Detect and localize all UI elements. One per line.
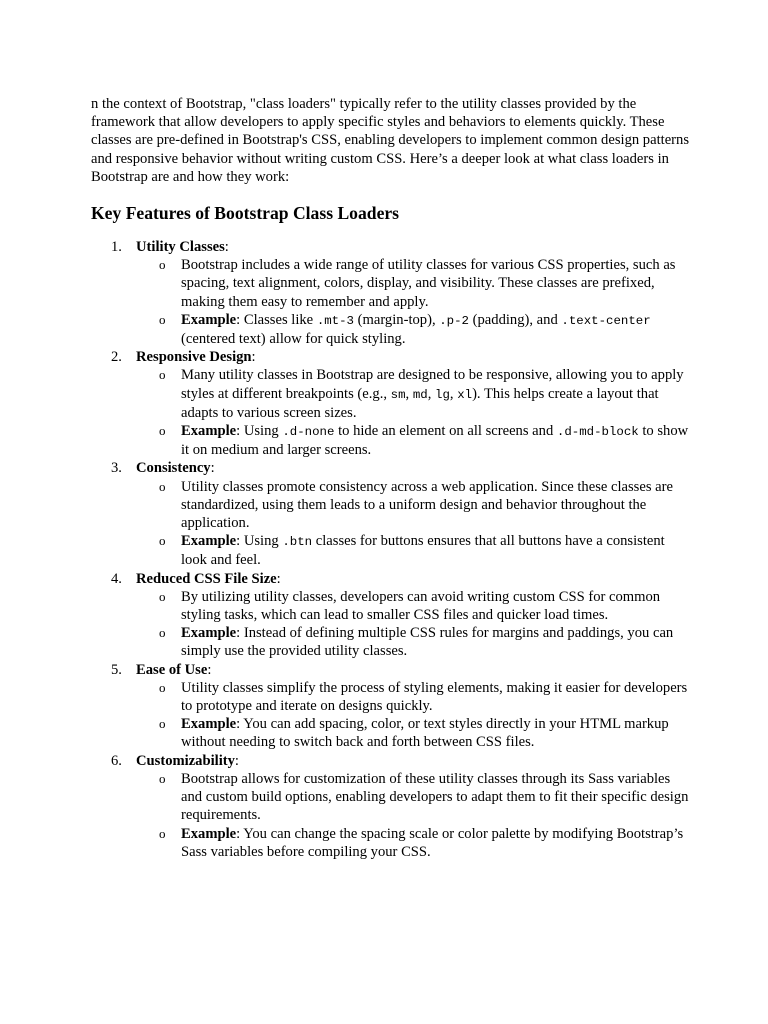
feature-description (136, 256, 691, 311)
example-label: Example (181, 533, 237, 550)
bullet-marker: o (159, 478, 166, 494)
example-text: : You can add spacing, color, or text styles directly in your HTML markup without needing to switch back and forth between CSS files. (181, 716, 669, 751)
document-page (91, 95, 691, 860)
bullet-marker: o (159, 311, 166, 327)
feature-title-colon: : (234, 752, 239, 769)
bullet-marker: o (159, 257, 166, 273)
bullet-marker: o (159, 367, 166, 383)
feature-description (136, 478, 691, 533)
feature-details (136, 679, 691, 752)
example-text: : Using (236, 533, 283, 550)
description-text: , (427, 385, 436, 402)
description-text: , (405, 385, 413, 402)
features-list (91, 238, 691, 861)
bullet-marker: o (159, 716, 166, 732)
bullet-marker: o (159, 533, 166, 549)
code-snippet: .p-2 (439, 313, 469, 328)
feature-details (136, 256, 691, 348)
feature-item-reduced-css-file-size (91, 570, 691, 661)
example-text: (margin-top), (354, 311, 440, 328)
feature-description (136, 588, 691, 624)
feature-description (136, 679, 691, 715)
feature-example (136, 825, 691, 861)
intro-paragraph: n the context of Bootstrap, "class loaders" typically refer to the utility classes provided by the framework that allow developers to apply specific styles and behaviors to elements quickly. These classes are pre-defined in Bootstrap's CSS, enabling developers to implement common design patterns and responsive behavior without writing custom CSS. Here’s a deeper look at what class loaders in Bootstrap are and how they work: (91, 96, 690, 185)
feature-title-colon: : (224, 239, 229, 255)
code-snippet: lg (435, 387, 450, 402)
feature-title: Utility Classes (136, 239, 225, 255)
description-text: Bootstrap allows for customization of these utility classes through its Sass variables and custom build options, enabling developers to adapt them to fit their specific design requirements. (181, 770, 689, 824)
code-snippet: md (412, 387, 428, 402)
bullet-marker: o (159, 588, 166, 604)
feature-number: 6. (111, 752, 122, 769)
code-snippet: .mt-3 (316, 313, 354, 328)
example-label: Example (181, 423, 237, 440)
feature-number: 1. (111, 239, 122, 255)
example-text: : Classes like (236, 311, 317, 328)
description-text: By utilizing utility classes, developers can avoid writing custom CSS for common styling tasks, which can lead to smaller CSS files and quicker load times. (181, 588, 661, 624)
feature-example (136, 532, 691, 569)
example-text: (padding), and (469, 311, 562, 328)
feature-item-utility-classes (91, 238, 691, 348)
bullet-marker: o (159, 679, 166, 695)
example-text: : Using (236, 423, 283, 440)
example-text: to hide an element on all screens and (334, 423, 557, 440)
feature-item-responsive-design (91, 348, 691, 459)
feature-title-colon: : (207, 661, 212, 678)
bullet-marker: o (159, 825, 166, 841)
description-text: Utility classes promote consistency across a web application. Since these classes are standardized, using them leads to a uniform design and behavior throughout the application. (181, 478, 673, 532)
feature-details (136, 478, 691, 570)
section-heading: Key Features of Bootstrap Class Loaders (91, 203, 400, 223)
example-text: (centered text) allow for quick styling. (181, 331, 406, 348)
example-text: : Instead of defining multiple CSS rules for margins and paddings, you can simply use the provided utility classes. (181, 625, 674, 660)
feature-title: Ease of Use (136, 661, 208, 678)
description-text: , (449, 385, 458, 402)
feature-title-colon: : (210, 460, 215, 477)
feature-details (136, 588, 691, 661)
feature-title: Responsive Design (136, 349, 252, 366)
feature-description (136, 366, 691, 422)
description-text: Utility classes simplify the process of styling elements, making it easier for developers to prototype and iterate on designs quickly. (181, 679, 688, 715)
feature-number: 3. (111, 460, 122, 477)
example-text: : You can change the spacing scale or color palette by modifying Bootstrap’s Sass variables before compiling your CSS. (181, 825, 684, 860)
feature-number: 4. (111, 570, 122, 587)
feature-title: Customizability (136, 752, 235, 769)
feature-details (136, 366, 691, 459)
feature-number: 2. (111, 349, 122, 366)
description-text: ). This helps create a layout that adapts to various screen sizes. (181, 385, 659, 421)
code-snippet: .d-none (282, 425, 335, 440)
bullet-marker: o (159, 423, 166, 439)
feature-example (136, 624, 691, 660)
code-snippet: xl (457, 387, 473, 402)
example-text: classes for buttons ensures that all buttons have a consistent look and feel. (181, 533, 665, 569)
example-label: Example (181, 311, 237, 328)
code-snippet: .text-center (561, 313, 651, 328)
example-label: Example (181, 716, 237, 733)
example-label: Example (181, 825, 237, 842)
description-text: Bootstrap includes a wide range of utility classes for various CSS properties, such as spacing, text alignment, colors, display, and visibility. These classes are prefixed, making them easy to remember and apply. (181, 257, 676, 310)
bullet-marker: o (159, 625, 166, 641)
bullet-marker: o (159, 770, 166, 786)
feature-details (136, 770, 691, 861)
description-text: Many utility classes in Bootstrap are designed to be responsive, allowing you to apply styles at different breakpoints (e.g., (181, 367, 684, 402)
feature-description (136, 770, 691, 825)
example-label: Example (181, 625, 237, 642)
feature-item-consistency (91, 459, 691, 569)
feature-item-customizability (91, 752, 691, 861)
code-snippet: sm (390, 387, 406, 402)
feature-title: Reduced CSS File Size (136, 570, 277, 587)
feature-example (136, 422, 691, 459)
code-snippet: .btn (282, 535, 313, 550)
feature-item-ease-of-use (91, 661, 691, 752)
feature-example (136, 715, 691, 751)
code-snippet: .d-md-block (556, 425, 639, 440)
feature-number: 5. (111, 661, 122, 678)
feature-title-colon: : (251, 349, 256, 366)
example-text: to show it on medium and larger screens. (181, 423, 689, 459)
feature-example (136, 311, 691, 348)
feature-title-colon: : (276, 570, 281, 587)
feature-title: Consistency (136, 460, 211, 477)
